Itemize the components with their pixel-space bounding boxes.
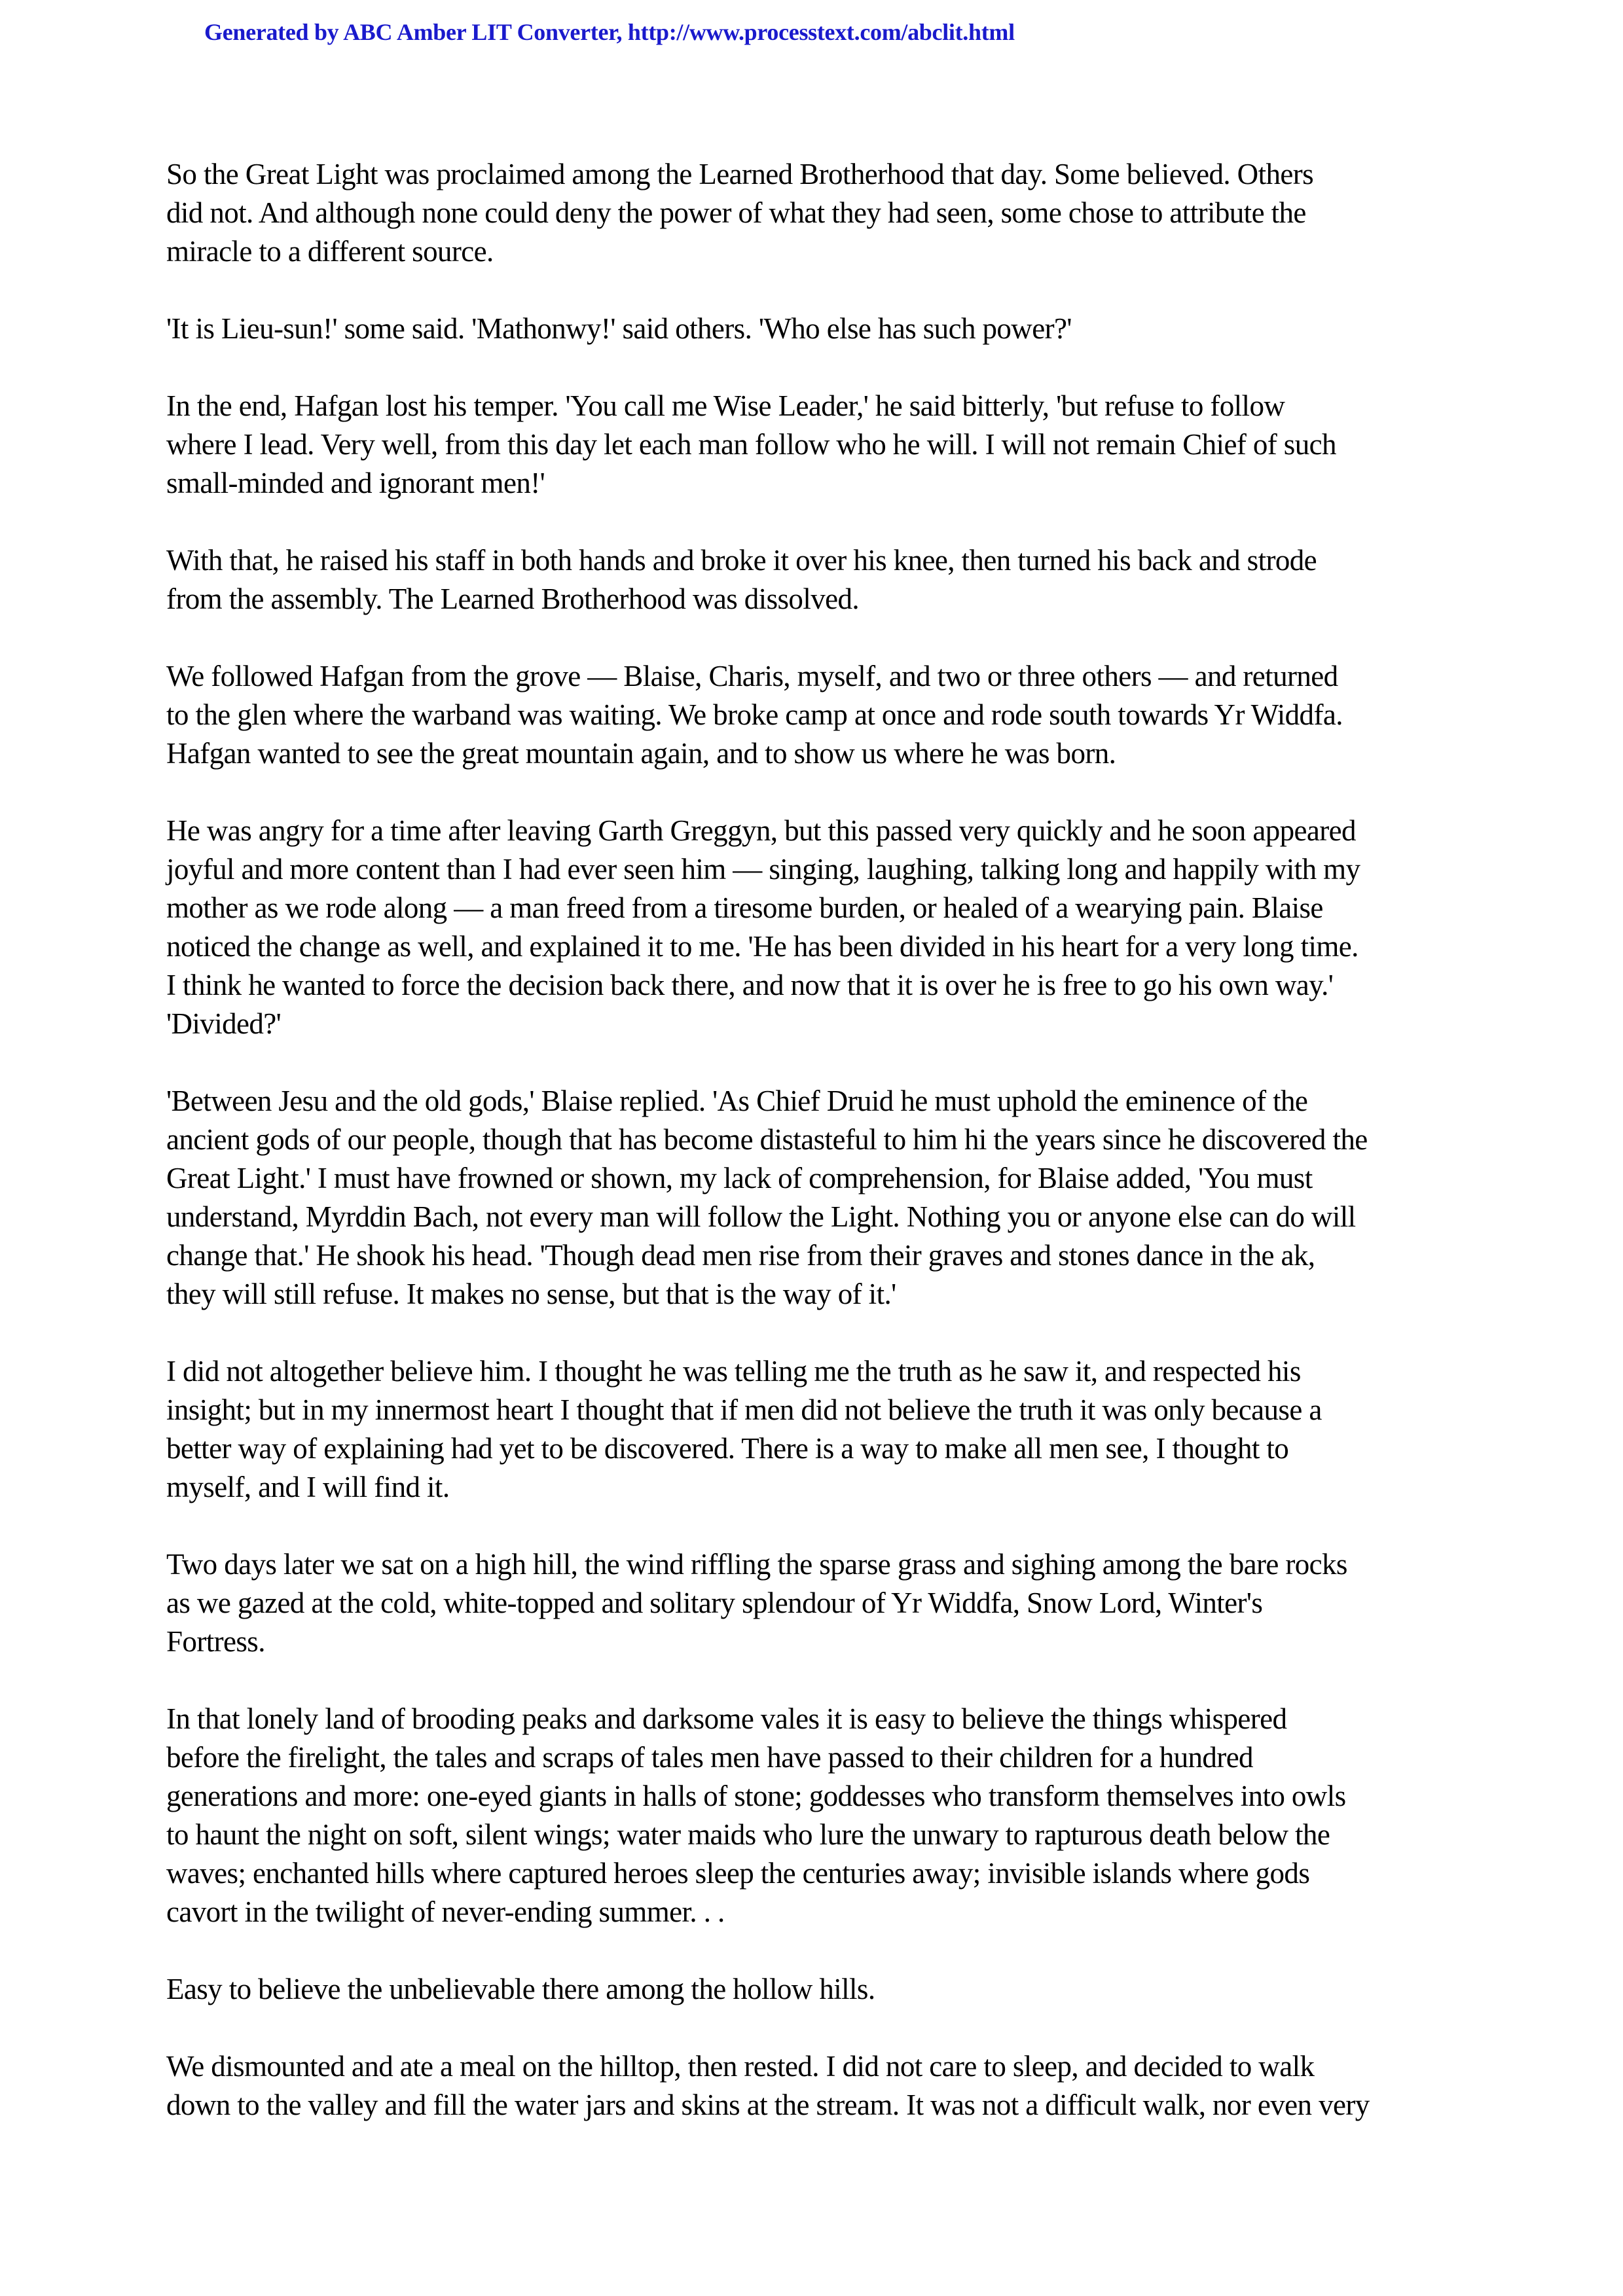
- text-line: cavort in the twilight of never-ending summer. . .: [166, 1895, 725, 1928]
- text-line: Easy to believe the unbelievable there among the hollow hills.: [166, 1973, 875, 2005]
- text-line: where I lead. Very well, from this day let each man follow who he will. I will not remain Chief of such: [166, 428, 1336, 461]
- text-line: before the firelight, the tales and scraps of tales men have passed to their children for a hundred: [166, 1741, 1253, 1774]
- text-line: We followed Hafgan from the grove — Blaise, Charis, myself, and two or three others — and returned: [166, 660, 1338, 692]
- text-line: to haunt the night on soft, silent wings; water maids who lure the unwary to rapturous death below the: [166, 1818, 1330, 1851]
- paragraph: [166, 1082, 1482, 1314]
- text-line: I think he wanted to force the decision back there, and now that it is over he is free to go his own way.': [166, 969, 1334, 1001]
- paragraph: [166, 1545, 1482, 1661]
- paragraph: [166, 387, 1482, 503]
- text-line: down to the valley and fill the water jars and skins at the stream. It was not a difficult walk, nor even very: [166, 2089, 1370, 2121]
- text-line: did not. And although none could deny the power of what they had seen, some chose to attribute the: [166, 196, 1306, 229]
- text-line: Great Light.' I must have frowned or shown, my lack of comprehension, for Blaise added, 'You must: [166, 1162, 1313, 1194]
- paragraph: [166, 155, 1482, 271]
- text-line: With that, he raised his staff in both hands and broke it over his knee, then turned his back and strode: [166, 544, 1317, 577]
- text-line: Fortress.: [166, 1625, 265, 1658]
- text-line: change that.' He shook his head. 'Though dead men rise from their graves and stones dance in the ak,: [166, 1239, 1315, 1272]
- paragraph: [166, 541, 1482, 619]
- paragraph: [166, 812, 1482, 1043]
- text-line: ancient gods of our people, though that has become distasteful to him hi the years since he discovered the: [166, 1123, 1368, 1156]
- text-line: waves; enchanted hills where captured heroes sleep the centuries away; invisible islands where gods: [166, 1857, 1310, 1890]
- paragraph: [166, 310, 1482, 348]
- text-line: 'Between Jesu and the old gods,' Blaise replied. 'As Chief Druid he must uphold the eminence of the: [166, 1085, 1308, 1117]
- text-line: So the Great Light was proclaimed among the Learned Brotherhood that day. Some believed. Others: [166, 158, 1314, 190]
- text-line: miracle to a different source.: [166, 235, 494, 268]
- text-line: to the glen where the warband was waiting. We broke camp at once and rode south towards Yr Widdfa.: [166, 698, 1343, 731]
- text-line: understand, Myrddin Bach, not every man will follow the Light. Nothing you or anyone else can do will: [166, 1200, 1356, 1233]
- text-line: as we gazed at the cold, white-topped and solitary splendour of Yr Widdfa, Snow Lord, Winter's: [166, 1587, 1263, 1619]
- text-line: small-minded and ignorant men!': [166, 467, 545, 499]
- converter-header-link[interactable]: Generated by ABC Amber LIT Converter, http://www.processtext.com/abclit.html: [204, 19, 1015, 45]
- text-line: 'It is Lieu-sun!' some said. 'Mathonwy!' said others. 'Who else has such power?': [166, 312, 1072, 345]
- text-line: We dismounted and ate a meal on the hilltop, then rested. I did not care to sleep, and decided to walk: [166, 2050, 1315, 2083]
- text-line: mother as we rode along — a man freed from a tiresome burden, or healed of a wearying pain. Blaise: [166, 891, 1323, 924]
- text-line: insight; but in my innermost heart I thought that if men did not believe the truth it was only because a: [166, 1393, 1322, 1426]
- paragraph: [166, 1970, 1482, 2009]
- page-body-text: [166, 155, 1482, 2163]
- paragraph: [166, 2047, 1482, 2125]
- text-line: In the end, Hafgan lost his temper. 'You call me Wise Leader,' he said bitterly, 'but refuse to follow: [166, 389, 1285, 422]
- text-line: 'Divided?': [166, 1007, 282, 1040]
- text-line: better way of explaining had yet to be discovered. There is a way to make all men see, I thought to: [166, 1432, 1289, 1465]
- text-line: noticed the change as well, and explained it to me. 'He has been divided in his heart for a very long time.: [166, 930, 1359, 963]
- paragraph: [166, 657, 1482, 773]
- text-line: Two days later we sat on a high hill, the wind riffling the sparse grass and sighing among the bare rocks: [166, 1548, 1347, 1581]
- text-line: He was angry for a time after leaving Garth Greggyn, but this passed very quickly and he soon appeared: [166, 814, 1356, 847]
- text-line: they will still refuse. It makes no sense, but that is the way of it.': [166, 1278, 896, 1310]
- text-line: In that lonely land of brooding peaks and darksome vales it is easy to believe the things whispered: [166, 1702, 1287, 1735]
- text-line: joyful and more content than I had ever seen him — singing, laughing, talking long and happily with my: [166, 853, 1360, 886]
- text-line: Hafgan wanted to see the great mountain again, and to show us where he was born.: [166, 737, 1116, 770]
- paragraph: [166, 1352, 1482, 1507]
- text-line: generations and more: one-eyed giants in halls of stone; goddesses who transform themselves into owls: [166, 1780, 1346, 1812]
- text-line: myself, and I will find it.: [166, 1471, 450, 1503]
- paragraph: [166, 1700, 1482, 1931]
- text-line: I did not altogether believe him. I thought he was telling me the truth as he saw it, and respected his: [166, 1355, 1301, 1388]
- text-line: from the assembly. The Learned Brotherhood was dissolved.: [166, 583, 860, 615]
